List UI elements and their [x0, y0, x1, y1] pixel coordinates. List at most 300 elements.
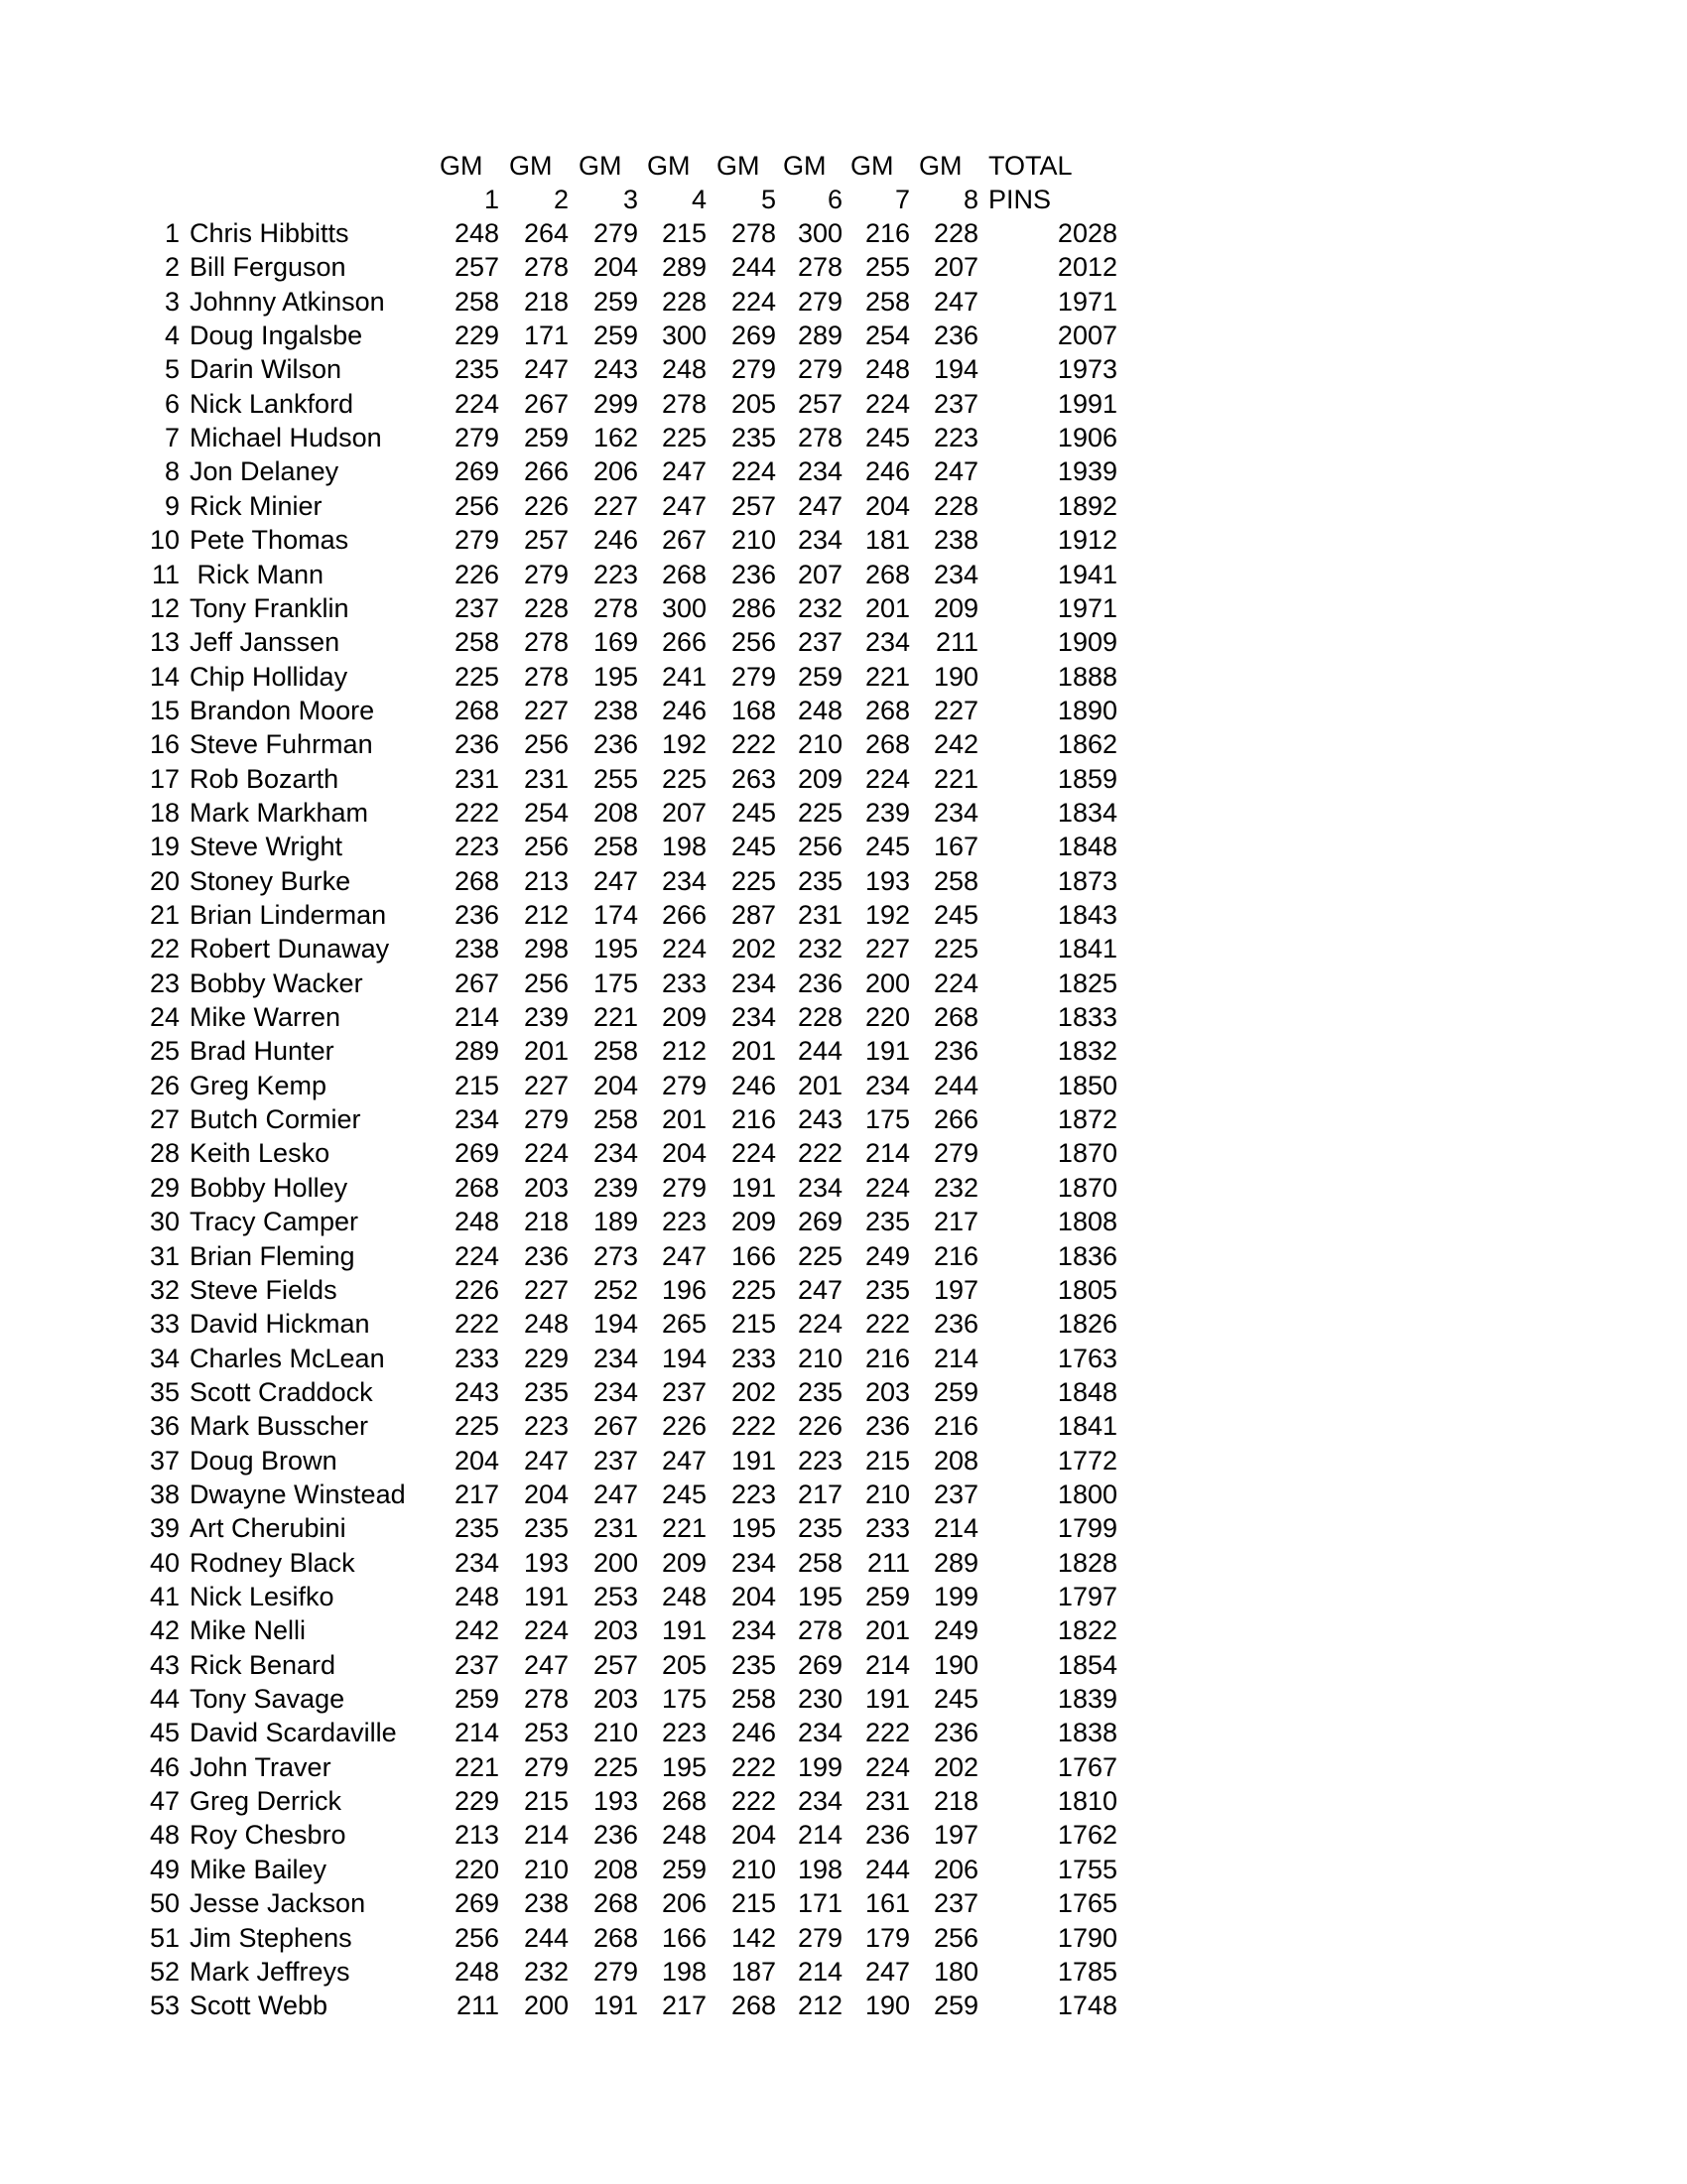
game-score-cell: 244: [933, 1071, 978, 1100]
game-score-cell: 279: [523, 1752, 569, 1782]
game-score-cell: 222: [730, 1786, 776, 1816]
table-row: [0, 1511, 1687, 1545]
rank-cell: 2: [164, 252, 180, 282]
rank-cell: 47: [149, 1786, 180, 1816]
rank-cell: 45: [149, 1718, 180, 1747]
bowler-name-cell: Darin Wilson: [190, 354, 342, 384]
rank-cell: 12: [149, 593, 180, 623]
game-score-cell: 215: [454, 1071, 499, 1100]
game-score-cell: 245: [864, 832, 910, 861]
game-score-cell: 171: [523, 321, 569, 350]
table-row: [0, 1069, 1687, 1102]
header-game-number: 1: [483, 185, 499, 214]
game-score-cell: 199: [933, 1582, 978, 1611]
game-score-cell: 239: [592, 1173, 638, 1203]
game-score-cell: 191: [661, 1615, 707, 1645]
game-score-cell: 268: [592, 1888, 638, 1918]
bowler-name-cell: Mike Nelli: [190, 1615, 307, 1645]
game-score-cell: 247: [523, 1650, 569, 1680]
game-score-cell: 259: [661, 1855, 707, 1884]
table-row: [0, 1273, 1687, 1307]
total-pins-cell: 1888: [1057, 662, 1117, 692]
total-pins-cell: 1892: [1057, 491, 1117, 521]
game-score-cell: 247: [661, 456, 707, 486]
game-score-cell: 234: [864, 627, 910, 657]
game-score-cell: 193: [592, 1786, 638, 1816]
game-score-cell: 175: [661, 1684, 707, 1714]
game-score-cell: 246: [864, 456, 910, 486]
total-pins-cell: 1762: [1057, 1820, 1117, 1850]
game-score-cell: 224: [454, 1241, 499, 1271]
game-score-cell: 224: [730, 287, 776, 317]
game-score-cell: 257: [797, 389, 843, 419]
game-score-cell: 215: [523, 1786, 569, 1816]
game-score-cell: 168: [730, 696, 776, 725]
rank-cell: 41: [149, 1582, 180, 1611]
game-score-cell: 259: [797, 662, 843, 692]
table-row: [0, 1955, 1687, 1989]
game-score-cell: 234: [797, 525, 843, 555]
bowler-name-cell: Steve Fuhrman: [190, 729, 373, 759]
table-row: [0, 1205, 1687, 1238]
game-score-cell: 245: [730, 832, 776, 861]
rank-cell: 11: [151, 560, 180, 589]
game-score-cell: 248: [454, 218, 499, 248]
total-pins-cell: 1825: [1057, 968, 1117, 998]
rank-cell: 8: [164, 456, 180, 486]
game-score-cell: 181: [864, 525, 910, 555]
game-score-cell: 228: [933, 218, 978, 248]
game-score-cell: 279: [592, 218, 638, 248]
game-score-cell: 190: [933, 1650, 978, 1680]
game-score-cell: 195: [592, 934, 638, 964]
header-gm-label: GM: [647, 151, 691, 181]
game-score-cell: 279: [592, 1957, 638, 1987]
game-score-cell: 210: [523, 1855, 569, 1884]
total-pins-cell: 1939: [1057, 456, 1117, 486]
total-pins-cell: 1799: [1057, 1513, 1117, 1543]
total-pins-cell: 1763: [1057, 1344, 1117, 1373]
total-pins-cell: 1808: [1057, 1207, 1117, 1236]
game-score-cell: 224: [523, 1615, 569, 1645]
game-score-cell: 232: [797, 934, 843, 964]
total-pins-cell: 1906: [1057, 423, 1117, 452]
game-score-cell: 269: [730, 321, 776, 350]
game-score-cell: 268: [454, 696, 499, 725]
game-score-cell: 234: [592, 1138, 638, 1168]
bowler-name-cell: Bobby Wacker: [190, 968, 363, 998]
rank-cell: 18: [149, 798, 180, 828]
game-score-cell: 241: [661, 662, 707, 692]
game-score-cell: 217: [454, 1479, 499, 1509]
game-score-cell: 234: [454, 1548, 499, 1578]
game-score-cell: 206: [592, 456, 638, 486]
game-score-cell: 298: [523, 934, 569, 964]
game-score-cell: 187: [730, 1957, 776, 1987]
game-score-cell: 242: [454, 1615, 499, 1645]
game-score-cell: 234: [797, 1718, 843, 1747]
game-score-cell: 225: [797, 1241, 843, 1271]
game-score-cell: 268: [592, 1923, 638, 1953]
game-score-cell: 256: [797, 832, 843, 861]
game-score-cell: 225: [933, 934, 978, 964]
table-row: [0, 352, 1687, 386]
game-score-cell: 257: [592, 1650, 638, 1680]
game-score-cell: 289: [661, 252, 707, 282]
game-score-cell: 223: [730, 1479, 776, 1509]
game-score-cell: 237: [661, 1377, 707, 1407]
game-score-cell: 243: [454, 1377, 499, 1407]
table-row: [0, 1102, 1687, 1136]
total-pins-cell: 1833: [1057, 1002, 1117, 1032]
bowler-name-cell: Scott Craddock: [190, 1377, 373, 1407]
table-row: [0, 1886, 1687, 1920]
game-score-cell: 203: [592, 1615, 638, 1645]
game-score-cell: 248: [523, 1309, 569, 1339]
game-score-cell: 212: [797, 1991, 843, 2020]
game-score-cell: 225: [797, 798, 843, 828]
game-score-cell: 259: [523, 423, 569, 452]
game-score-cell: 255: [864, 252, 910, 282]
game-score-cell: 221: [454, 1752, 499, 1782]
game-score-cell: 226: [523, 491, 569, 521]
game-score-cell: 259: [592, 321, 638, 350]
game-score-cell: 201: [661, 1104, 707, 1134]
game-score-cell: 222: [864, 1309, 910, 1339]
game-score-cell: 268: [661, 560, 707, 589]
table-row: [0, 727, 1687, 761]
game-score-cell: 222: [864, 1718, 910, 1747]
game-score-cell: 278: [523, 662, 569, 692]
table-row: [0, 625, 1687, 659]
total-pins-cell: 1841: [1057, 1411, 1117, 1441]
game-score-cell: 224: [730, 456, 776, 486]
bowler-name-cell: Keith Lesko: [190, 1138, 330, 1168]
game-score-cell: 215: [864, 1446, 910, 1476]
game-score-cell: 258: [933, 866, 978, 896]
game-score-cell: 247: [797, 1275, 843, 1305]
game-score-cell: 226: [661, 1411, 707, 1441]
total-pins-cell: 1973: [1057, 354, 1117, 384]
total-pins-cell: 1832: [1057, 1036, 1117, 1066]
total-pins-cell: 1870: [1057, 1138, 1117, 1168]
table-row: [0, 421, 1687, 454]
table-row: [0, 830, 1687, 863]
game-score-cell: 247: [661, 1241, 707, 1271]
game-score-cell: 203: [523, 1173, 569, 1203]
table-row: [0, 1921, 1687, 1955]
bowler-name-cell: Rick Minier: [190, 491, 323, 521]
game-score-cell: 218: [523, 287, 569, 317]
game-score-cell: 221: [592, 1002, 638, 1032]
game-score-cell: 204: [454, 1446, 499, 1476]
game-score-cell: 208: [592, 798, 638, 828]
game-score-cell: 235: [730, 423, 776, 452]
game-score-cell: 244: [864, 1855, 910, 1884]
game-score-cell: 247: [661, 1446, 707, 1476]
bowler-name-cell: Greg Kemp: [190, 1071, 327, 1100]
rank-cell: 33: [149, 1309, 180, 1339]
total-pins-cell: 1941: [1057, 560, 1117, 589]
game-score-cell: 279: [523, 1104, 569, 1134]
game-score-cell: 236: [592, 1820, 638, 1850]
bowler-name-cell: Scott Webb: [190, 1991, 328, 2020]
game-score-cell: 227: [523, 1071, 569, 1100]
table-row: [0, 523, 1687, 557]
total-pins-cell: 1828: [1057, 1548, 1117, 1578]
game-score-cell: 234: [797, 456, 843, 486]
bowler-name-cell: Dwayne Winstead: [190, 1479, 406, 1509]
game-score-cell: 201: [864, 593, 910, 623]
game-score-cell: 269: [454, 1138, 499, 1168]
rank-cell: 32: [149, 1275, 180, 1305]
rank-cell: 42: [149, 1615, 180, 1645]
game-score-cell: 235: [730, 1650, 776, 1680]
game-score-cell: 248: [454, 1207, 499, 1236]
total-pins-cell: 1909: [1057, 627, 1117, 657]
game-score-cell: 254: [523, 798, 569, 828]
game-score-cell: 236: [454, 729, 499, 759]
game-score-cell: 194: [661, 1344, 707, 1373]
game-score-cell: 247: [592, 866, 638, 896]
game-score-cell: 208: [933, 1446, 978, 1476]
game-score-cell: 279: [797, 287, 843, 317]
game-score-cell: 223: [523, 1411, 569, 1441]
bowler-name-cell: Doug Ingalsbe: [190, 321, 363, 350]
game-score-cell: 257: [523, 525, 569, 555]
game-score-cell: 222: [730, 1752, 776, 1782]
game-score-cell: 234: [797, 1786, 843, 1816]
game-score-cell: 225: [661, 423, 707, 452]
game-score-cell: 234: [730, 1548, 776, 1578]
table-row: [0, 1853, 1687, 1886]
bowler-name-cell: Nick Lankford: [190, 389, 354, 419]
game-score-cell: 217: [797, 1479, 843, 1509]
game-score-cell: 142: [730, 1923, 776, 1953]
game-score-cell: 222: [797, 1138, 843, 1168]
game-score-cell: 248: [797, 696, 843, 725]
game-score-cell: 227: [592, 491, 638, 521]
bowler-name-cell: Bobby Holley: [190, 1173, 348, 1203]
table-row: [0, 1444, 1687, 1477]
game-score-cell: 278: [523, 1684, 569, 1714]
game-score-cell: 237: [797, 627, 843, 657]
game-score-cell: 258: [864, 287, 910, 317]
game-score-cell: 202: [730, 934, 776, 964]
bowler-name-cell: Pete Thomas: [190, 525, 349, 555]
total-pins-cell: 1826: [1057, 1309, 1117, 1339]
game-score-cell: 256: [523, 832, 569, 861]
header-game-number: 3: [622, 185, 638, 214]
game-score-cell: 228: [797, 1002, 843, 1032]
game-score-cell: 258: [592, 1104, 638, 1134]
game-score-cell: 193: [523, 1548, 569, 1578]
game-score-cell: 269: [797, 1207, 843, 1236]
game-score-cell: 213: [454, 1820, 499, 1850]
game-score-cell: 239: [523, 1002, 569, 1032]
total-pins-cell: 1859: [1057, 764, 1117, 794]
game-score-cell: 268: [661, 1786, 707, 1816]
total-pins-cell: 1872: [1057, 1104, 1117, 1134]
bowler-name-cell: Chris Hibbitts: [190, 218, 349, 248]
game-score-cell: 225: [454, 1411, 499, 1441]
table-row: [0, 1648, 1687, 1682]
game-score-cell: 223: [454, 832, 499, 861]
bowler-name-cell: Rob Bozarth: [190, 764, 339, 794]
game-score-cell: 236: [523, 1241, 569, 1271]
bowler-name-cell: John Traver: [190, 1752, 331, 1782]
game-score-cell: 243: [592, 354, 638, 384]
game-score-cell: 166: [730, 1241, 776, 1271]
game-score-cell: 223: [661, 1718, 707, 1747]
total-pins-cell: 1870: [1057, 1173, 1117, 1203]
bowler-name-cell: Stoney Burke: [190, 866, 351, 896]
total-pins-cell: 1797: [1057, 1582, 1117, 1611]
game-score-cell: 289: [797, 321, 843, 350]
game-score-cell: 279: [454, 525, 499, 555]
game-score-cell: 256: [933, 1923, 978, 1953]
game-score-cell: 190: [933, 662, 978, 692]
rank-cell: 37: [149, 1446, 180, 1476]
game-score-cell: 268: [454, 866, 499, 896]
game-score-cell: 256: [454, 491, 499, 521]
table-row: [0, 1546, 1687, 1580]
table-row: [0, 1716, 1687, 1749]
game-score-cell: 236: [797, 968, 843, 998]
game-score-cell: 278: [797, 252, 843, 282]
total-pins-cell: 1822: [1057, 1615, 1117, 1645]
header-gm-label: GM: [919, 151, 963, 181]
game-score-cell: 258: [454, 287, 499, 317]
table-row: [0, 387, 1687, 421]
game-score-cell: 195: [592, 662, 638, 692]
game-score-cell: 273: [592, 1241, 638, 1271]
game-score-cell: 227: [523, 1275, 569, 1305]
game-score-cell: 234: [864, 1071, 910, 1100]
game-score-cell: 192: [864, 900, 910, 930]
game-score-cell: 278: [661, 389, 707, 419]
rank-cell: 4: [164, 321, 180, 350]
game-score-cell: 231: [592, 1513, 638, 1543]
game-score-cell: 234: [730, 1002, 776, 1032]
game-score-cell: 200: [592, 1548, 638, 1578]
game-score-cell: 235: [523, 1377, 569, 1407]
rank-cell: 27: [149, 1104, 180, 1134]
game-score-cell: 214: [797, 1820, 843, 1850]
game-score-cell: 258: [592, 832, 638, 861]
game-score-cell: 193: [864, 866, 910, 896]
game-score-cell: 227: [523, 696, 569, 725]
game-score-cell: 225: [454, 662, 499, 692]
rank-cell: 39: [149, 1513, 180, 1543]
game-score-cell: 268: [454, 1173, 499, 1203]
game-score-cell: 228: [523, 593, 569, 623]
game-score-cell: 224: [864, 389, 910, 419]
game-score-cell: 236: [864, 1411, 910, 1441]
game-score-cell: 258: [592, 1036, 638, 1066]
game-score-cell: 201: [797, 1071, 843, 1100]
total-pins-cell: 1805: [1057, 1275, 1117, 1305]
game-score-cell: 236: [864, 1820, 910, 1850]
game-score-cell: 224: [864, 764, 910, 794]
game-score-cell: 204: [730, 1820, 776, 1850]
game-score-cell: 209: [661, 1548, 707, 1578]
game-score-cell: 224: [661, 934, 707, 964]
game-score-cell: 191: [730, 1446, 776, 1476]
game-score-cell: 279: [523, 560, 569, 589]
game-score-cell: 197: [933, 1820, 978, 1850]
game-score-cell: 209: [730, 1207, 776, 1236]
total-pins-cell: 1800: [1057, 1479, 1117, 1509]
table-row: [0, 762, 1687, 796]
game-score-cell: 247: [797, 491, 843, 521]
header-game-number: 5: [760, 185, 776, 214]
game-score-cell: 221: [933, 764, 978, 794]
game-score-cell: 247: [523, 1446, 569, 1476]
game-score-cell: 214: [454, 1002, 499, 1032]
game-score-cell: 238: [592, 696, 638, 725]
game-score-cell: 180: [933, 1957, 978, 1987]
game-score-cell: 224: [730, 1138, 776, 1168]
game-score-cell: 204: [592, 252, 638, 282]
game-score-cell: 279: [797, 1923, 843, 1953]
game-score-cell: 249: [933, 1615, 978, 1645]
table-row: [0, 319, 1687, 352]
game-score-cell: 224: [864, 1752, 910, 1782]
rank-cell: 9: [164, 491, 180, 521]
game-score-cell: 236: [933, 1718, 978, 1747]
bowler-name-cell: Rick Mann: [190, 560, 324, 589]
bowler-name-cell: Mike Warren: [190, 1002, 341, 1032]
bowler-name-cell: Charles McLean: [190, 1344, 385, 1373]
game-score-cell: 267: [454, 968, 499, 998]
rank-cell: 23: [149, 968, 180, 998]
rank-cell: 14: [149, 662, 180, 692]
game-score-cell: 226: [454, 1275, 499, 1305]
game-score-cell: 195: [730, 1513, 776, 1543]
game-score-cell: 211: [866, 1548, 910, 1578]
rank-cell: 53: [149, 1991, 180, 2020]
game-score-cell: 223: [661, 1207, 707, 1236]
game-score-cell: 231: [797, 900, 843, 930]
game-score-cell: 234: [933, 560, 978, 589]
game-score-cell: 225: [592, 1752, 638, 1782]
game-score-cell: 204: [661, 1138, 707, 1168]
table-row: [0, 1409, 1687, 1443]
game-score-cell: 235: [454, 1513, 499, 1543]
total-pins-cell: 1873: [1057, 866, 1117, 896]
total-pins-cell: 2007: [1057, 321, 1117, 350]
game-score-cell: 216: [933, 1411, 978, 1441]
game-score-cell: 245: [933, 900, 978, 930]
game-score-cell: 207: [661, 798, 707, 828]
bowler-name-cell: Jesse Jackson: [190, 1888, 366, 1918]
game-score-cell: 232: [933, 1173, 978, 1203]
game-score-cell: 278: [592, 593, 638, 623]
game-score-cell: 268: [933, 1002, 978, 1032]
header-game-number: 6: [827, 185, 843, 214]
table-row: [0, 1342, 1687, 1375]
game-score-cell: 236: [933, 321, 978, 350]
game-score-cell: 204: [730, 1582, 776, 1611]
table-row: [0, 1682, 1687, 1716]
bowler-name-cell: Tony Franklin: [190, 593, 349, 623]
total-pins-cell: 2028: [1057, 218, 1117, 248]
game-score-cell: 258: [797, 1548, 843, 1578]
game-score-cell: 216: [933, 1241, 978, 1271]
game-score-cell: 211: [455, 1991, 499, 2020]
bowler-name-cell: Greg Derrick: [190, 1786, 342, 1816]
